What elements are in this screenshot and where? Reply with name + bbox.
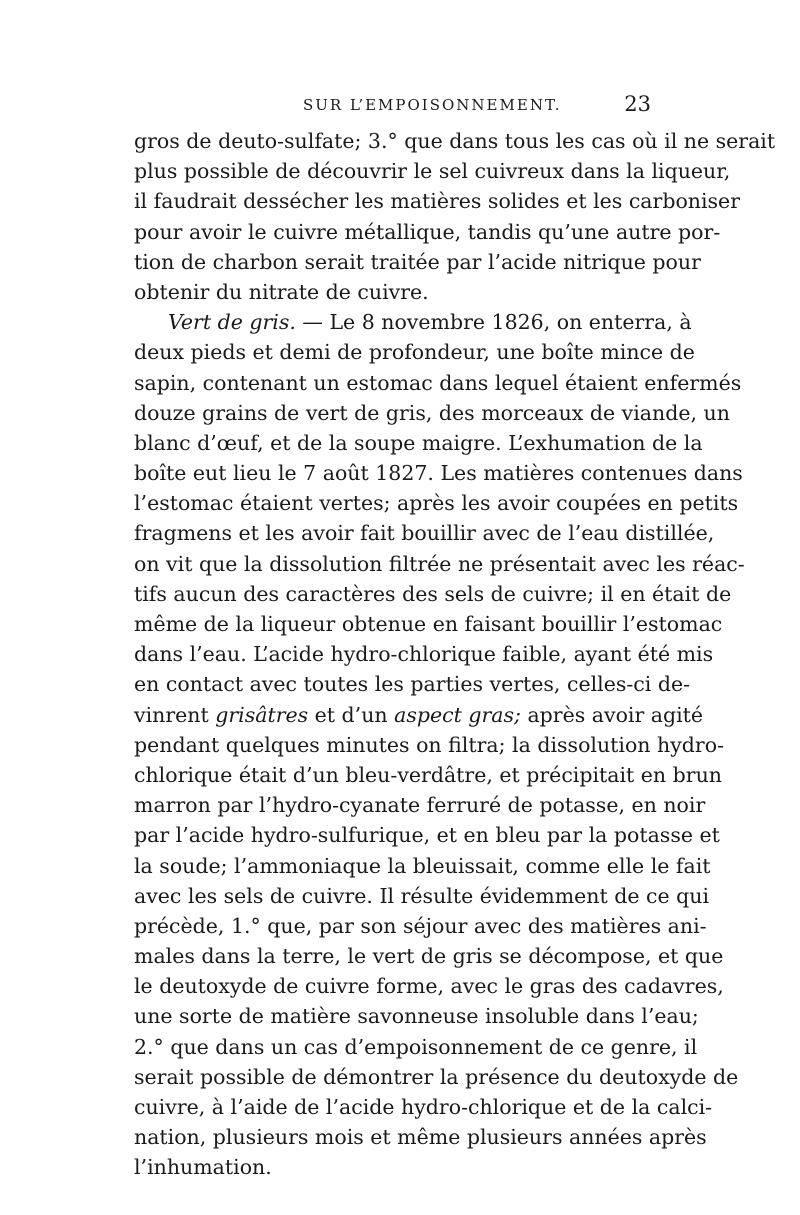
text-line: marron par l’hydro-cyanate ferruré de potasse, en noir [134,793,706,818]
text-line: l’inhumation. [134,1155,272,1180]
emphasis-text: grisâtres [215,702,309,727]
text-line: une sorte de matière savonneuse insoluble dans l’eau; [134,1004,699,1029]
text-line: boîte eut lieu le 7 août 1827. Les matières contenues dans [134,461,743,486]
text-line: le deutoxyde de cuivre forme, avec le gras des cadavres, [134,974,724,999]
running-title: SUR L’EMPOISONNEMENT. [303,96,562,114]
text-line: plus possible de découvrir le sel cuivreux dans la liqueur, [134,159,731,184]
text-line: il faudrait dessécher les matières solides et les carboniser [134,189,740,214]
text-line: 2.° que dans un cas d’empoisonnement de ce genre, il [134,1034,698,1059]
text-line: tifs aucun des caractères des sels de cuivre; il en était de [134,581,732,606]
text-line: cuivre, à l’aide de l’acide hydro-chlorique et de la calci- [134,1095,713,1119]
text-line: vinrent grisâtres et d’un aspect gras; après avoir agité [134,702,704,727]
text-line: l’estomac étaient vertes; après les avoir coupées en petits [134,491,739,516]
section-heading: Vert de gris. [168,310,296,335]
text-line: blanc d’œuf, et de la soupe maigre. L’exhumation de la [134,430,703,455]
text-line: douze grains de vert de gris, des morceaux de viande, un [134,400,730,425]
body-text [134,126,776,1183]
text-line: deux pieds et demi de profondeur, une boîte mince de [134,340,695,365]
text-line: fragmens et les avoir fait bouillir avec de l’eau distillée, [134,521,715,546]
text-line: la soude; l’ammoniaque la bleuissait, comme elle le fait [134,853,711,878]
paragraph-start-line: Vert de gris. — Le 8 novembre 1826, on enterra, à [168,310,692,335]
text-line: nation, plusieurs mois et même plusieurs années après [134,1125,707,1150]
text-line: serait possible de démontrer la présence du deutoxyde de [134,1064,739,1089]
text-line: obtenir du nitrate de cuivre. [134,279,429,304]
text-line: chlorique était d’un bleu-verdâtre, et précipitait en brun [134,762,722,787]
text-line: même de la liqueur obtenue en faisant bouillir l’estomac [134,612,723,636]
emphasis-text: aspect gras; [394,702,521,727]
text-line: pour avoir le cuivre métallique, tandis qu’une autre por- [134,219,721,244]
running-head [135,92,655,120]
text-line: précède, 1.° que, par son séjour avec des matières ani- [134,913,707,938]
text-line: par l’acide hydro-sulfurique, et en bleu par la potasse et [134,823,720,848]
text-line: males dans la terre, le vert de gris se décompose, et que [134,944,724,969]
text-line: dans l’eau. L’acide hydro-chlorique faible, ayant été mis [134,642,714,667]
page-number: 23 [624,92,651,116]
text-line: on vit que la dissolution filtrée ne présentait avec les réac- [134,551,745,576]
text-line: avec les sels de cuivre. Il résulte évidemment de ce qui [134,883,710,908]
text-line: gros de deuto-sulfate; 3.° que dans tous les cas où il ne serait [134,129,776,153]
text-line: pendant quelques minutes on filtra; la dissolution hydro- [134,732,724,757]
text-line: tion de charbon serait traitée par l’acide nitrique pour [134,249,701,274]
text-line: en contact avec toutes les parties vertes, celles-ci de- [134,672,691,697]
text-line: sapin, contenant un estomac dans lequel étaient enfermés [134,370,742,395]
